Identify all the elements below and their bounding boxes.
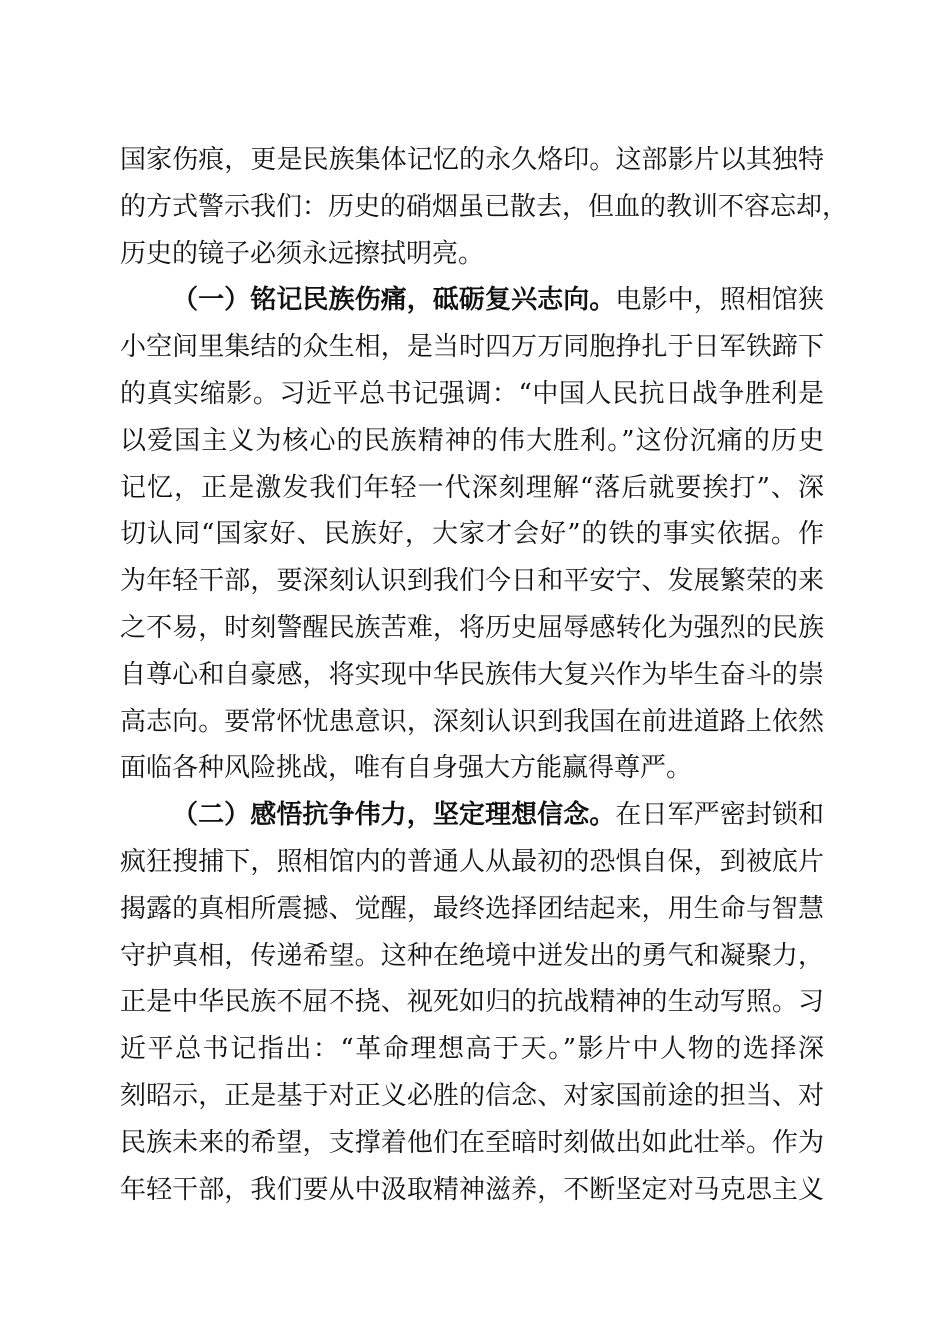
text-line [120, 792, 824, 839]
text-line: 的方式警示我们：历史的硝烟虽已散去，但血的教训不容忘却， [120, 191, 849, 222]
text-line: 小空间里集结的众生相，是当时四万万同胞挣扎于日军铁蹄下 [120, 332, 824, 363]
text-line: 国家伤痕，更是民族集体记忆的永久烙印。这部影片以其独特 [120, 145, 824, 175]
text-line: 守护真相，传递希望。这种在绝境中迸发出的勇气和凝聚力， [120, 940, 824, 971]
text-line: 历史的镜子必须永远擦拭明亮。 [120, 238, 485, 269]
text-line: 之不易，时刻警醒民族苦难，将历史屈辱感转化为强烈的民族 [120, 612, 824, 643]
text-line: 疯狂搜捕下，照相馆内的普通人从最初的恐惧自保，到被底片 [120, 846, 824, 877]
text-line: 的真实缩影。习近平总书记强调：“中国人民抗日战争胜利是 [120, 378, 824, 409]
text-line: 高志向。要常怀忧患意识，深刻认识到我国在前进道路上依然 [120, 706, 824, 737]
text-line: 面临各种风险挑战，唯有自身强大方能赢得尊严。 [120, 753, 693, 784]
section-heading: （二）感悟抗争伟力，坚定理想信念。 [172, 800, 616, 831]
text-line: 以爱国主义为核心的民族精神的伟大胜利。”这份沉痛的历史 [120, 425, 824, 456]
text-line: 近平总书记指出：“革命理想高于天。”影片中人物的选择深 [120, 1034, 824, 1065]
section-heading: （一）铭记民族伤痛，砥砺复兴志向。 [172, 285, 616, 316]
text-line: 年轻干部，我们要从中汲取精神滋养，不断坚定对马克思主义 [120, 1174, 824, 1205]
text-line: 自尊心和自豪感，将实现中华民族伟大复兴作为毕生奋斗的崇 [120, 659, 824, 690]
text-line: 正是中华民族不屈不挠、视死如归的抗战精神的生动写照。习 [120, 987, 824, 1018]
text-line: 刻昭示，正是基于对正义必胜的信念、对家国前途的担当、对 [120, 1080, 824, 1111]
paragraph [120, 792, 824, 1213]
paragraph [120, 137, 849, 277]
text-line: 切认同“国家好、民族好，大家才会好”的铁的事实依据。作 [120, 519, 824, 550]
text-line [120, 277, 824, 324]
text-line: 民族未来的希望，支撑着他们在至暗时刻做出如此壮举。作为 [120, 1127, 824, 1158]
text-line: 为年轻干部，要深刻认识到我们今日和平安宁、发展繁荣的来 [120, 566, 824, 597]
text-segment: 电影中，照相馆狭 [615, 285, 824, 316]
paragraph [120, 277, 824, 792]
text-line: 揭露的真相所震撼、觉醒，最终选择团结起来，用生命与智慧 [120, 893, 824, 924]
text-line: 记忆，正是激发我们年轻一代深刻理解“落后就要挨打”、深 [120, 472, 824, 503]
text-segment: 在日军严密封锁和 [615, 800, 824, 831]
document-body [120, 137, 849, 1213]
